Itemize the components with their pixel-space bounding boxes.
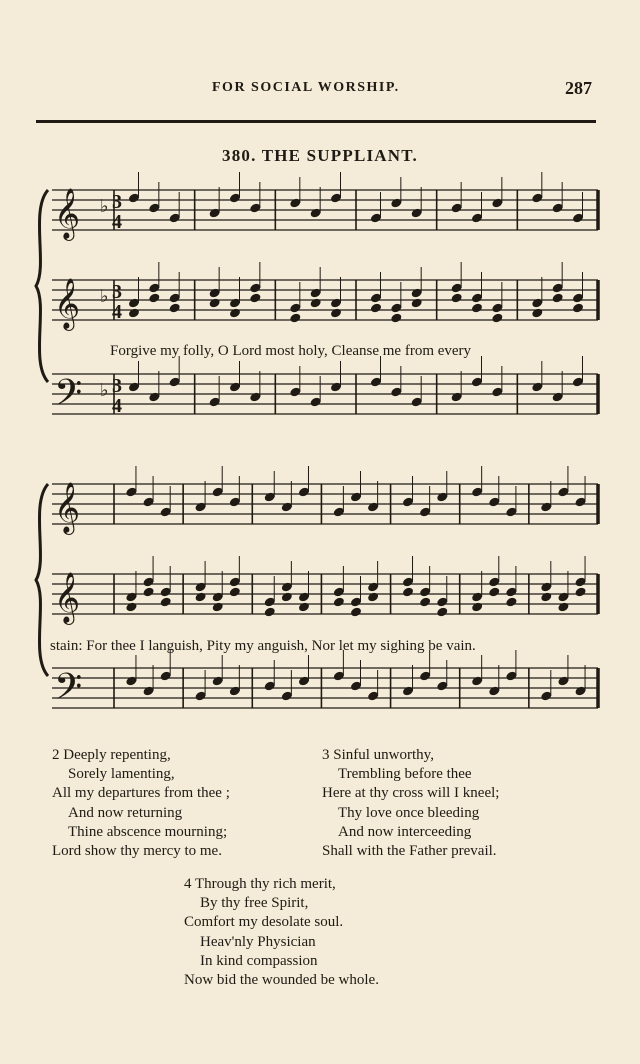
- system-2-staff-2-measure-7-note: [540, 591, 553, 602]
- verse-3-line-3: Here at thy cross will I kneel;: [322, 785, 500, 802]
- system-2-staff-2-measure-4-note: [333, 596, 346, 607]
- page-number: 287: [565, 78, 592, 98]
- verse-4-line-5: In kind compassion: [200, 952, 318, 969]
- running-title: FOR SOCIAL WORSHIP.: [212, 80, 400, 95]
- lyric-line-system-2: stain: For thee I languish, Pity my anguish, Nor let my sighing be vain.: [50, 638, 476, 654]
- system-1-staff-2-measure-6-note: [551, 292, 564, 303]
- system-2-staff-2-measure-2-note: [211, 601, 224, 612]
- system-2-staff-2-measure-2-note: [229, 586, 242, 597]
- system-2-staff-3-clef: 𝄢: [54, 667, 83, 716]
- system-2-staff-2-measure-5-note: [419, 596, 432, 607]
- verse-3-line-2: Trembling before thee: [338, 766, 472, 783]
- system-1-staff-2-measure-5-note: [491, 312, 504, 323]
- system-1-staff-2-measure-1-note: [128, 307, 141, 318]
- system-1-staff-2-measure-4-note: [390, 312, 403, 323]
- system-2-staff-2-measure-3-note: [263, 606, 276, 617]
- verse-2-line-2: Sorely lamenting,: [68, 766, 175, 783]
- time-signature-top-1: 3: [112, 191, 122, 213]
- system-2-staff-2-measure-5-note: [402, 586, 415, 597]
- system-2-staff-2-measure-1-note: [159, 596, 172, 607]
- system-2-staff-2-measure-4-note: [367, 591, 380, 602]
- verse-4-line-2: By thy free Spirit,: [200, 895, 309, 912]
- verse-3-line-1: 3 Sinful unworthy,: [322, 747, 434, 763]
- verse-4-line-6: Now bid the wounded be whole.: [184, 972, 379, 989]
- verse-3-line-4: Thy love once bleeding: [338, 804, 480, 821]
- verse-3: [322, 746, 499, 861]
- time-signature-bottom-1: 4: [112, 211, 122, 233]
- system-1-staff-3-clef: 𝄢: [54, 373, 83, 422]
- verse-4-line-1: 4 Through thy rich merit,: [184, 876, 336, 892]
- verse-4-line-3: Comfort my desolate soul.: [184, 914, 344, 931]
- time-signature-top-3: 3: [112, 375, 122, 397]
- system-1-staff-2-measure-1-note: [168, 302, 181, 313]
- system-2-staff-2-measure-6-note: [505, 596, 518, 607]
- verse-2-line-4: And now returning: [68, 804, 183, 821]
- system-2-brace: [36, 484, 48, 676]
- time-signature-top-2: 3: [112, 281, 122, 303]
- system-1-brace: [36, 190, 48, 382]
- key-signature-flat-1: ♭: [100, 196, 109, 216]
- system-1-staff-2-clef: 𝄞: [54, 279, 81, 328]
- system-2-staff-2-measure-7-note: [574, 586, 587, 597]
- system-1-staff-2-measure-3-note: [289, 312, 302, 323]
- system-1-staff-2-measure-2-note: [229, 307, 242, 318]
- hymn-title: 380. THE SUPPLIANT.: [222, 146, 418, 165]
- key-signature-flat-3: ♭: [100, 380, 109, 400]
- lyric-line-system-1: Forgive my folly, O Lord most holy, Cleanse me from every: [110, 343, 472, 359]
- time-signature-bottom-3: 4: [112, 395, 122, 417]
- system-1-staff-2-measure-2-note: [249, 292, 262, 303]
- system-2-staff-1-clef: 𝄞: [54, 483, 81, 532]
- system-2-staff-2-measure-6-note: [471, 601, 484, 612]
- system-2-staff-2-measure-1-note: [125, 601, 138, 612]
- verse-3-line-6: Shall with the Father prevail.: [322, 843, 497, 860]
- system-2-staff-2-measure-7-note: [557, 601, 570, 612]
- verse-3-line-5: And now interceeding: [338, 823, 472, 840]
- system-1-staff-1-clef: 𝄞: [54, 189, 81, 238]
- system-1-staff-2-measure-5-note: [450, 292, 463, 303]
- system-2-staff-2-measure-3-note: [281, 591, 294, 602]
- verse-4: [184, 875, 379, 990]
- system-1-staff-2-measure-6-note: [572, 302, 585, 313]
- system-2-staff-2-measure-1-note: [142, 586, 155, 597]
- system-2-staff-2-clef: 𝄞: [54, 573, 81, 622]
- time-signature-bottom-2: 4: [112, 301, 122, 323]
- system-2-staff-2-measure-6-note: [488, 586, 501, 597]
- system-1-staff-2-measure-6-note: [531, 307, 544, 318]
- system-1-staff-2-measure-3-note: [309, 297, 322, 308]
- system-1-staff-2-measure-5-note: [471, 302, 484, 313]
- verse-2-line-6: Lord show thy mercy to me.: [52, 843, 222, 860]
- system-2-staff-2-measure-2-note: [194, 591, 207, 602]
- verse-2-line-5: Thine abscence mourning;: [68, 823, 228, 840]
- verse-2-line-1: 2 Deeply repenting,: [52, 747, 171, 763]
- verse-4-line-4: Heav'nly Physician: [200, 933, 316, 950]
- system-2-staff-2-measure-5-note: [436, 606, 449, 617]
- system-1-staff-2-measure-2-note: [208, 297, 221, 308]
- system-2-staff-2-measure-4-note: [350, 606, 363, 617]
- system-1-staff-2-measure-1-note: [148, 292, 161, 303]
- system-1-staff-2-measure-3-note: [330, 307, 343, 318]
- system-2-staff-2-measure-3-note: [298, 601, 311, 612]
- verse-2: [52, 746, 230, 861]
- system-1-staff-2-measure-4-note: [370, 302, 383, 313]
- system-1-staff-2-measure-4-note: [410, 297, 423, 308]
- verse-2-line-3: All my departures from thee ;: [52, 785, 230, 802]
- key-signature-flat-2: ♭: [100, 286, 109, 306]
